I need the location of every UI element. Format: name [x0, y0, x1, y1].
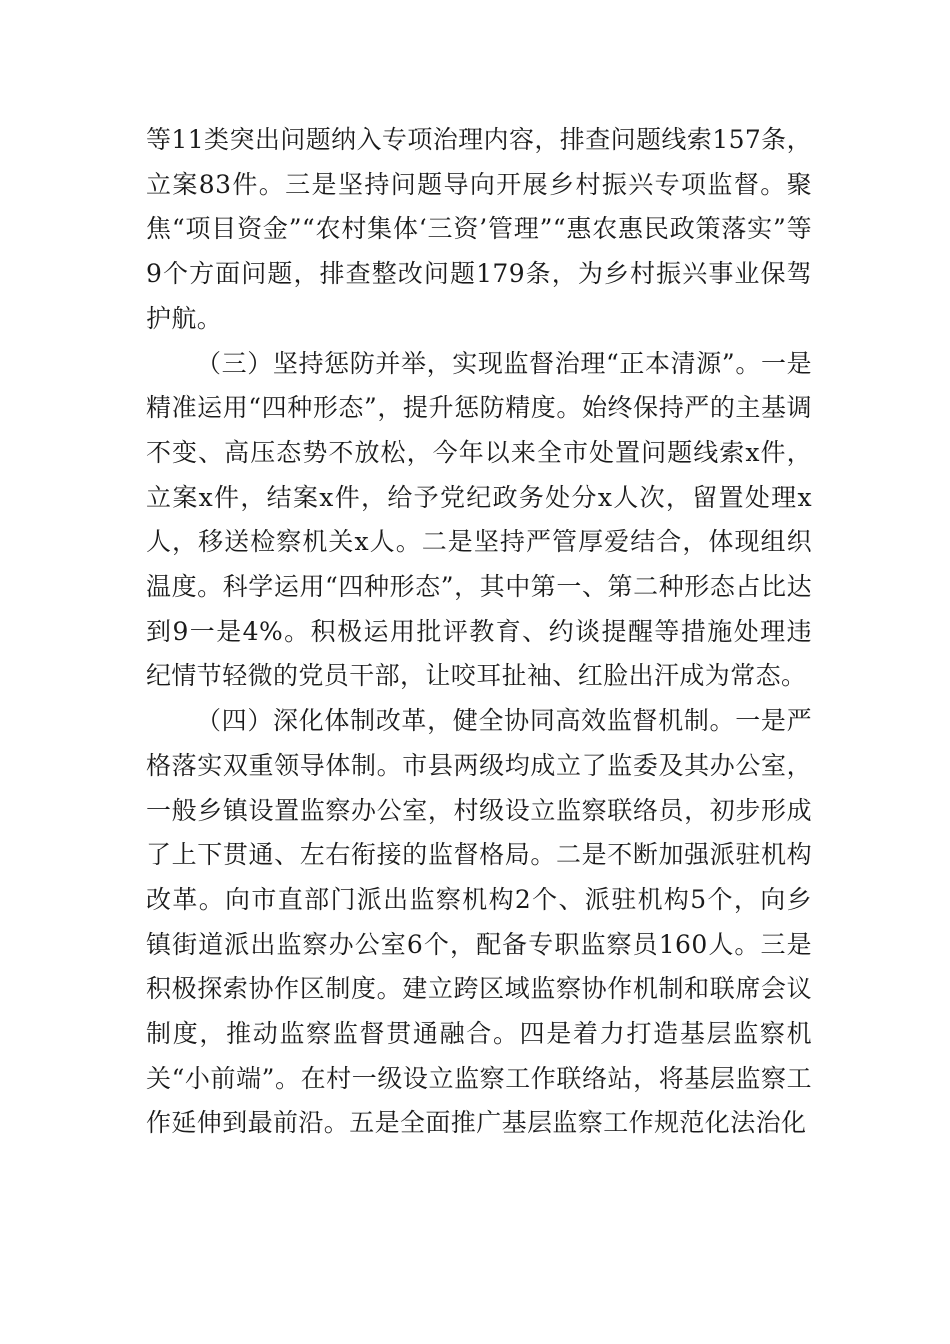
paragraph-section-three: （三）坚持惩防并举，实现监督治理“正本清源”。一是精准运用“四种形态”，提升惩防精度。始终保持严的主基调不变、高压态势不放松，今年以来全市处置问题线索x件，立案x件，结案x件，给予党纪政务处分x人次，留置处理x人，移送检察机关x人。二是坚持严管厚爱结合，体现组织温度。科学运用“四种形态”，其中第一、第二种形态占比达到9一是4%。积极运用批评教育、约谈提醒等措施处理违纪情节轻微的党员干部，让咬耳扯袖、红脸出汗成为常态。	[146, 348, 812, 691]
paragraph-continued: 等11类突出问题纳入专项治理内容，排查问题线索157条，立案83件。三是坚持问题导向开展乡村振兴专项监督。聚焦“项目资金”“农村集体‘三资’管理”“惠农惠民政策落实”等9个方面问题，排查整改问题179条，为乡村振兴事业保驾护航。	[146, 125, 812, 333]
document-body	[146, 118, 812, 1146]
paragraph-section-four: （四）深化体制改革，健全协同高效监督机制。一是严格落实双重领导体制。市县两级均成立了监委及其办公室，一般乡镇设置监察办公室，村级设立监察联络员，初步形成了上下贯通、左右衔接的监督格局。二是不断加强派驻机构改革。向市直部门派出监察机构2个、派驻机构5个，向乡镇街道派出监察办公室6个，配备专职监察员160人。三是积极探索协作区制度。建立跨区域监察协作机制和联席会议制度，推动监察监督贯通融合。四是着力打造基层监察机关“小前端”。在村一级设立监察工作联络站，将基层监察工作延伸到最前沿。五是全面推广基层监察工作规范化法治化	[146, 706, 812, 1138]
